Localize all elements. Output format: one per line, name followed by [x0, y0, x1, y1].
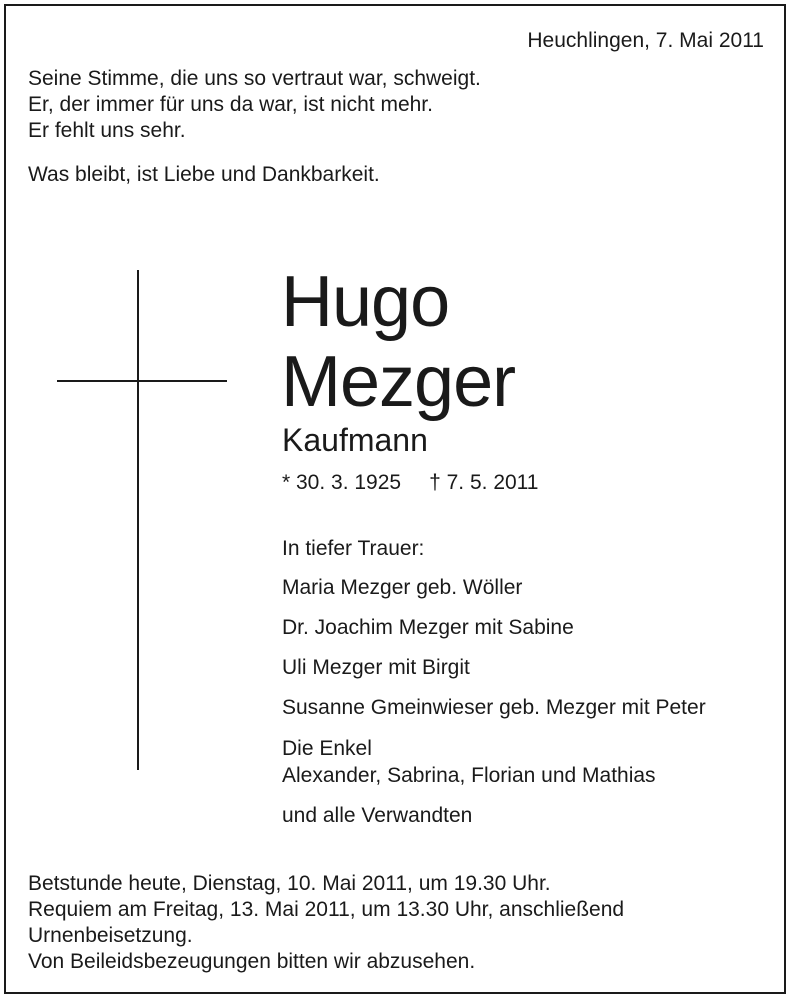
poem: [28, 66, 481, 144]
service-line: Requiem am Freitag, 13. Mai 2011, um 13.30 Uhr, anschließend: [28, 898, 625, 921]
poem-line: Er, der immer für uns da war, ist nicht mehr.: [28, 93, 433, 116]
profession: Kaufmann: [282, 422, 428, 458]
birth-date: * 30. 3. 1925: [282, 471, 402, 494]
cross-vertical-bar: [137, 270, 139, 770]
place-date: Heuchlingen, 7. Mai 2011: [527, 29, 764, 52]
mourner-name: Maria Mezger geb. Wöller: [282, 576, 523, 599]
mourner-name: Dr. Joachim Mezger mit Sabine: [282, 616, 574, 639]
poem-line: Er fehlt uns sehr.: [28, 119, 186, 142]
coda: Was bleibt, ist Liebe und Dankbarkeit.: [28, 163, 380, 186]
service-line: Von Beileidsbezeugungen bitten wir abzusehen.: [28, 950, 476, 973]
notice-border: [4, 4, 786, 994]
grandchildren-label: Die Enkel: [282, 737, 372, 760]
service-details: [28, 871, 624, 975]
mourner-name: Uli Mezger mit Birgit: [282, 656, 470, 679]
mourner-name: Susanne Gmeinwieser geb. Mezger mit Peter: [282, 696, 706, 719]
service-line: Urnenbeisetzung.: [28, 924, 193, 947]
poem-line: Seine Stimme, die uns so vertraut war, schweigt.: [28, 67, 481, 90]
mourners-intro: In tiefer Trauer:: [282, 537, 425, 560]
service-line: Betstunde heute, Dienstag, 10. Mai 2011, um 19.30 Uhr.: [28, 872, 551, 895]
relatives: und alle Verwandten: [282, 804, 473, 827]
grandchildren-names: Alexander, Sabrina, Florian und Mathias: [282, 764, 656, 787]
last-name: Mezger: [281, 342, 516, 422]
death-date: † 7. 5. 2011: [429, 471, 539, 494]
life-dates: [282, 470, 538, 496]
cross-horizontal-bar: [57, 380, 227, 382]
first-name: Hugo: [281, 262, 450, 342]
